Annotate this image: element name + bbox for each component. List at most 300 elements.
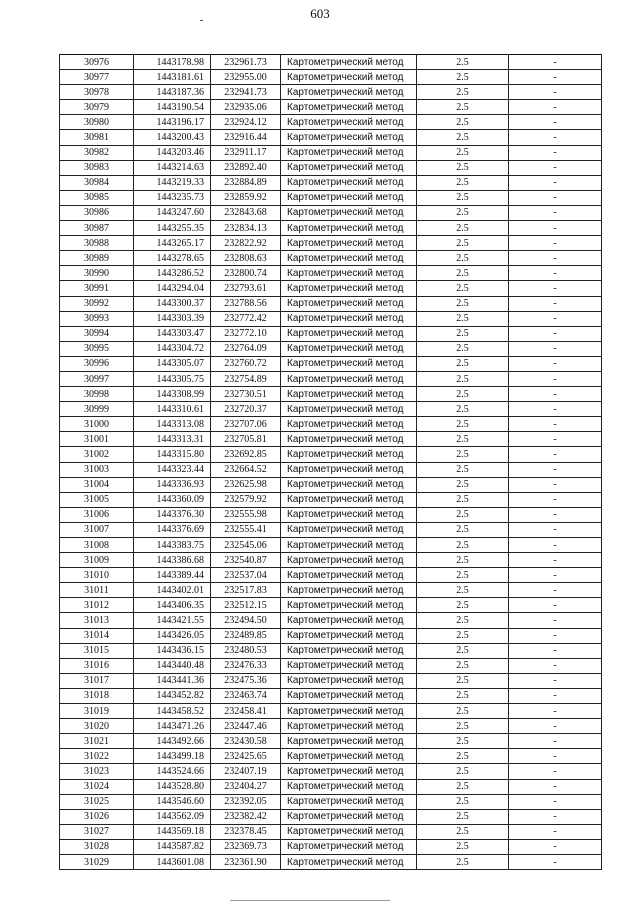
point-number-cell: 31006 (60, 507, 134, 522)
x-coordinate-cell: 1443471.26 (134, 719, 211, 734)
table-row (60, 583, 602, 598)
precision-cell: 2.5 (417, 341, 509, 356)
note-cell: - (509, 281, 602, 296)
point-number-cell: 31000 (60, 417, 134, 432)
method-cell: Картометрический метод (281, 779, 417, 794)
x-coordinate-cell: 1443200.43 (134, 130, 211, 145)
note-cell: - (509, 719, 602, 734)
precision-cell: 2.5 (417, 507, 509, 522)
y-coordinate-cell: 232892.40 (211, 160, 281, 175)
method-cell: Картометрический метод (281, 507, 417, 522)
note-cell: - (509, 538, 602, 553)
table-row (60, 402, 602, 417)
table-row (60, 387, 602, 402)
point-number-cell: 31027 (60, 824, 134, 839)
point-number-cell: 31008 (60, 538, 134, 553)
precision-cell: 2.5 (417, 704, 509, 719)
y-coordinate-cell: 232730.51 (211, 387, 281, 402)
point-number-cell: 30985 (60, 190, 134, 205)
y-coordinate-cell: 232407.19 (211, 764, 281, 779)
precision-cell: 2.5 (417, 462, 509, 477)
y-coordinate-cell: 232924.12 (211, 115, 281, 130)
x-coordinate-cell: 1443214.63 (134, 160, 211, 175)
x-coordinate-cell: 1443336.93 (134, 477, 211, 492)
x-coordinate-cell: 1443190.54 (134, 100, 211, 115)
table-row (60, 643, 602, 658)
x-coordinate-cell: 1443310.61 (134, 402, 211, 417)
precision-cell: 2.5 (417, 553, 509, 568)
x-coordinate-cell: 1443278.65 (134, 251, 211, 266)
point-number-cell: 30993 (60, 311, 134, 326)
x-coordinate-cell: 1443386.68 (134, 553, 211, 568)
method-cell: Картометрический метод (281, 719, 417, 734)
point-number-cell: 30992 (60, 296, 134, 311)
point-number-cell: 31011 (60, 583, 134, 598)
table-row (60, 613, 602, 628)
precision-cell: 2.5 (417, 854, 509, 869)
page-number: 603 (310, 6, 330, 21)
method-cell: Картометрический метод (281, 371, 417, 386)
table-row (60, 115, 602, 130)
point-number-cell: 31026 (60, 809, 134, 824)
method-cell: Картометрический метод (281, 839, 417, 854)
y-coordinate-cell: 232720.37 (211, 402, 281, 417)
x-coordinate-cell: 1443499.18 (134, 749, 211, 764)
point-number-cell: 31024 (60, 779, 134, 794)
table-row (60, 719, 602, 734)
method-cell: Картометрический метод (281, 326, 417, 341)
precision-cell: 2.5 (417, 613, 509, 628)
point-number-cell: 30984 (60, 175, 134, 190)
precision-cell: 2.5 (417, 658, 509, 673)
note-cell: - (509, 432, 602, 447)
y-coordinate-cell: 232916.44 (211, 130, 281, 145)
method-cell: Картометрический метод (281, 553, 417, 568)
x-coordinate-cell: 1443376.69 (134, 522, 211, 537)
x-coordinate-cell: 1443305.07 (134, 356, 211, 371)
method-cell: Картометрический метод (281, 688, 417, 703)
note-cell: - (509, 492, 602, 507)
table-row (60, 794, 602, 809)
y-coordinate-cell: 232911.17 (211, 145, 281, 160)
method-cell: Картометрический метод (281, 281, 417, 296)
x-coordinate-cell: 1443441.36 (134, 673, 211, 688)
point-number-cell: 30983 (60, 160, 134, 175)
table-row (60, 251, 602, 266)
precision-cell: 2.5 (417, 55, 509, 70)
x-coordinate-cell: 1443255.35 (134, 221, 211, 236)
precision-cell: 2.5 (417, 296, 509, 311)
note-cell: - (509, 205, 602, 220)
table-row (60, 628, 602, 643)
point-number-cell: 30991 (60, 281, 134, 296)
note-cell: - (509, 794, 602, 809)
y-coordinate-cell: 232369.73 (211, 839, 281, 854)
note-cell: - (509, 145, 602, 160)
point-number-cell: 31004 (60, 477, 134, 492)
table-row (60, 371, 602, 386)
note-cell: - (509, 522, 602, 537)
precision-cell: 2.5 (417, 85, 509, 100)
method-cell: Картометрический метод (281, 387, 417, 402)
table-row (60, 462, 602, 477)
x-coordinate-cell: 1443305.75 (134, 371, 211, 386)
y-coordinate-cell: 232517.83 (211, 583, 281, 598)
y-coordinate-cell: 232463.74 (211, 688, 281, 703)
note-cell: - (509, 462, 602, 477)
point-number-cell: 31018 (60, 688, 134, 703)
precision-cell: 2.5 (417, 311, 509, 326)
x-coordinate-cell: 1443402.01 (134, 583, 211, 598)
precision-cell: 2.5 (417, 417, 509, 432)
x-coordinate-cell: 1443303.47 (134, 326, 211, 341)
precision-cell: 2.5 (417, 145, 509, 160)
table-row (60, 356, 602, 371)
precision-cell: 2.5 (417, 538, 509, 553)
precision-cell: 2.5 (417, 236, 509, 251)
y-coordinate-cell: 232378.45 (211, 824, 281, 839)
y-coordinate-cell: 232705.81 (211, 432, 281, 447)
table-row (60, 311, 602, 326)
note-cell: - (509, 704, 602, 719)
precision-cell: 2.5 (417, 794, 509, 809)
x-coordinate-cell: 1443562.09 (134, 809, 211, 824)
y-coordinate-cell: 232788.56 (211, 296, 281, 311)
y-coordinate-cell: 232955.00 (211, 70, 281, 85)
scan-edge-line (230, 900, 390, 901)
point-number-cell: 30988 (60, 236, 134, 251)
x-coordinate-cell: 1443247.60 (134, 205, 211, 220)
precision-cell: 2.5 (417, 356, 509, 371)
x-coordinate-cell: 1443360.09 (134, 492, 211, 507)
point-number-cell: 30996 (60, 356, 134, 371)
precision-cell: 2.5 (417, 719, 509, 734)
x-coordinate-cell: 1443406.35 (134, 598, 211, 613)
y-coordinate-cell: 232808.63 (211, 251, 281, 266)
note-cell: - (509, 734, 602, 749)
x-coordinate-cell: 1443313.08 (134, 417, 211, 432)
precision-cell: 2.5 (417, 205, 509, 220)
x-coordinate-cell: 1443601.08 (134, 854, 211, 869)
method-cell: Картометрический метод (281, 613, 417, 628)
note-cell: - (509, 417, 602, 432)
point-number-cell: 30980 (60, 115, 134, 130)
point-number-cell: 31013 (60, 613, 134, 628)
table-row (60, 341, 602, 356)
y-coordinate-cell: 232447.46 (211, 719, 281, 734)
note-cell: - (509, 779, 602, 794)
table-row (60, 809, 602, 824)
point-number-cell: 31010 (60, 568, 134, 583)
precision-cell: 2.5 (417, 447, 509, 462)
table-row (60, 688, 602, 703)
table-row (60, 145, 602, 160)
method-cell: Картометрический метод (281, 462, 417, 477)
note-cell: - (509, 583, 602, 598)
table-row (60, 538, 602, 553)
y-coordinate-cell: 232476.33 (211, 658, 281, 673)
method-cell: Картометрический метод (281, 130, 417, 145)
y-coordinate-cell: 232489.85 (211, 628, 281, 643)
method-cell: Картометрический метод (281, 432, 417, 447)
y-coordinate-cell: 232545.06 (211, 538, 281, 553)
point-number-cell: 31028 (60, 839, 134, 854)
y-coordinate-cell: 232884.89 (211, 175, 281, 190)
y-coordinate-cell: 232537.04 (211, 568, 281, 583)
note-cell: - (509, 507, 602, 522)
y-coordinate-cell: 232425.65 (211, 749, 281, 764)
x-coordinate-cell: 1443323.44 (134, 462, 211, 477)
x-coordinate-cell: 1443458.52 (134, 704, 211, 719)
note-cell: - (509, 402, 602, 417)
precision-cell: 2.5 (417, 779, 509, 794)
method-cell: Картометрический метод (281, 160, 417, 175)
method-cell: Картометрический метод (281, 583, 417, 598)
note-cell: - (509, 598, 602, 613)
point-number-cell: 30976 (60, 55, 134, 70)
method-cell: Картометрический метод (281, 673, 417, 688)
y-coordinate-cell: 232404.27 (211, 779, 281, 794)
x-coordinate-cell: 1443187.36 (134, 85, 211, 100)
note-cell: - (509, 673, 602, 688)
precision-cell: 2.5 (417, 266, 509, 281)
x-coordinate-cell: 1443203.46 (134, 145, 211, 160)
method-cell: Картометрический метод (281, 100, 417, 115)
point-number-cell: 30981 (60, 130, 134, 145)
precision-cell: 2.5 (417, 568, 509, 583)
note-cell: - (509, 160, 602, 175)
note-cell: - (509, 115, 602, 130)
x-coordinate-cell: 1443376.30 (134, 507, 211, 522)
point-number-cell: 30987 (60, 221, 134, 236)
note-cell: - (509, 266, 602, 281)
x-coordinate-cell: 1443181.61 (134, 70, 211, 85)
table-row (60, 824, 602, 839)
note-cell: - (509, 628, 602, 643)
note-cell: - (509, 55, 602, 70)
x-coordinate-cell: 1443436.15 (134, 643, 211, 658)
x-coordinate-cell: 1443219.33 (134, 175, 211, 190)
table-row (60, 296, 602, 311)
point-number-cell: 31019 (60, 704, 134, 719)
precision-cell: 2.5 (417, 70, 509, 85)
precision-cell: 2.5 (417, 673, 509, 688)
method-cell: Картометрический метод (281, 492, 417, 507)
precision-cell: 2.5 (417, 190, 509, 205)
y-coordinate-cell: 232754.89 (211, 371, 281, 386)
x-coordinate-cell: 1443426.05 (134, 628, 211, 643)
table-row (60, 854, 602, 869)
note-cell: - (509, 356, 602, 371)
table-row (60, 779, 602, 794)
point-number-cell: 31005 (60, 492, 134, 507)
point-number-cell: 31001 (60, 432, 134, 447)
y-coordinate-cell: 232941.73 (211, 85, 281, 100)
precision-cell: 2.5 (417, 749, 509, 764)
table-row (60, 100, 602, 115)
scan-mark (200, 20, 203, 21)
y-coordinate-cell: 232692.85 (211, 447, 281, 462)
note-cell: - (509, 477, 602, 492)
note-cell: - (509, 764, 602, 779)
precision-cell: 2.5 (417, 583, 509, 598)
method-cell: Картометрический метод (281, 55, 417, 70)
note-cell: - (509, 70, 602, 85)
note-cell: - (509, 839, 602, 854)
note-cell: - (509, 190, 602, 205)
x-coordinate-cell: 1443308.99 (134, 387, 211, 402)
point-number-cell: 30986 (60, 205, 134, 220)
method-cell: Картометрический метод (281, 221, 417, 236)
precision-cell: 2.5 (417, 175, 509, 190)
x-coordinate-cell: 1443303.39 (134, 311, 211, 326)
method-cell: Картометрический метод (281, 598, 417, 613)
method-cell: Картометрический метод (281, 643, 417, 658)
y-coordinate-cell: 232764.09 (211, 341, 281, 356)
note-cell: - (509, 100, 602, 115)
table-row (60, 734, 602, 749)
y-coordinate-cell: 232935.06 (211, 100, 281, 115)
table-row (60, 839, 602, 854)
x-coordinate-cell: 1443452.82 (134, 688, 211, 703)
point-number-cell: 31021 (60, 734, 134, 749)
method-cell: Картометрический метод (281, 734, 417, 749)
note-cell: - (509, 553, 602, 568)
precision-cell: 2.5 (417, 402, 509, 417)
precision-cell: 2.5 (417, 115, 509, 130)
note-cell: - (509, 688, 602, 703)
point-number-cell: 31020 (60, 719, 134, 734)
precision-cell: 2.5 (417, 764, 509, 779)
x-coordinate-cell: 1443294.04 (134, 281, 211, 296)
method-cell: Картометрический метод (281, 115, 417, 130)
table-row (60, 205, 602, 220)
precision-cell: 2.5 (417, 221, 509, 236)
point-number-cell: 30979 (60, 100, 134, 115)
table-row (60, 221, 602, 236)
precision-cell: 2.5 (417, 130, 509, 145)
point-number-cell: 31012 (60, 598, 134, 613)
point-number-cell: 30978 (60, 85, 134, 100)
x-coordinate-cell: 1443440.48 (134, 658, 211, 673)
precision-cell: 2.5 (417, 371, 509, 386)
y-coordinate-cell: 232494.50 (211, 613, 281, 628)
note-cell: - (509, 236, 602, 251)
note-cell: - (509, 311, 602, 326)
x-coordinate-cell: 1443313.31 (134, 432, 211, 447)
table-row (60, 568, 602, 583)
table-row (60, 477, 602, 492)
table-row (60, 507, 602, 522)
x-coordinate-cell: 1443524.66 (134, 764, 211, 779)
method-cell: Картометрический метод (281, 266, 417, 281)
x-coordinate-cell: 1443546.60 (134, 794, 211, 809)
table-row (60, 266, 602, 281)
method-cell: Картометрический метод (281, 70, 417, 85)
method-cell: Картометрический метод (281, 251, 417, 266)
precision-cell: 2.5 (417, 387, 509, 402)
y-coordinate-cell: 232475.36 (211, 673, 281, 688)
point-number-cell: 31017 (60, 673, 134, 688)
method-cell: Картометрический метод (281, 538, 417, 553)
y-coordinate-cell: 232512.15 (211, 598, 281, 613)
method-cell: Картометрический метод (281, 658, 417, 673)
x-coordinate-cell: 1443587.82 (134, 839, 211, 854)
method-cell: Картометрический метод (281, 145, 417, 160)
x-coordinate-cell: 1443265.17 (134, 236, 211, 251)
x-coordinate-cell: 1443196.17 (134, 115, 211, 130)
table-row (60, 175, 602, 190)
precision-cell: 2.5 (417, 522, 509, 537)
y-coordinate-cell: 232760.72 (211, 356, 281, 371)
note-cell: - (509, 387, 602, 402)
table-row (60, 492, 602, 507)
y-coordinate-cell: 232480.53 (211, 643, 281, 658)
y-coordinate-cell: 232664.52 (211, 462, 281, 477)
method-cell: Картометрический метод (281, 402, 417, 417)
note-cell: - (509, 854, 602, 869)
table-row (60, 658, 602, 673)
method-cell: Картометрический метод (281, 522, 417, 537)
x-coordinate-cell: 1443235.73 (134, 190, 211, 205)
note-cell: - (509, 251, 602, 266)
table-row (60, 190, 602, 205)
y-coordinate-cell: 232707.06 (211, 417, 281, 432)
method-cell: Картометрический метод (281, 236, 417, 251)
table-row (60, 55, 602, 70)
point-number-cell: 30977 (60, 70, 134, 85)
precision-cell: 2.5 (417, 251, 509, 266)
x-coordinate-cell: 1443315.80 (134, 447, 211, 462)
x-coordinate-cell: 1443421.55 (134, 613, 211, 628)
point-number-cell: 30998 (60, 387, 134, 402)
x-coordinate-cell: 1443569.18 (134, 824, 211, 839)
y-coordinate-cell: 232430.58 (211, 734, 281, 749)
precision-cell: 2.5 (417, 160, 509, 175)
table-row (60, 673, 602, 688)
note-cell: - (509, 296, 602, 311)
method-cell: Картометрический метод (281, 85, 417, 100)
note-cell: - (509, 749, 602, 764)
point-number-cell: 31002 (60, 447, 134, 462)
method-cell: Картометрический метод (281, 296, 417, 311)
y-coordinate-cell: 232793.61 (211, 281, 281, 296)
table-row (60, 447, 602, 462)
point-number-cell: 31022 (60, 749, 134, 764)
y-coordinate-cell: 232555.41 (211, 522, 281, 537)
precision-cell: 2.5 (417, 809, 509, 824)
y-coordinate-cell: 232540.87 (211, 553, 281, 568)
x-coordinate-cell: 1443492.66 (134, 734, 211, 749)
method-cell: Картометрический метод (281, 749, 417, 764)
precision-cell: 2.5 (417, 688, 509, 703)
coordinates-table (59, 54, 602, 870)
table-row (60, 326, 602, 341)
note-cell: - (509, 643, 602, 658)
y-coordinate-cell: 232392.05 (211, 794, 281, 809)
method-cell: Картометрический метод (281, 628, 417, 643)
table-row (60, 764, 602, 779)
table-row (60, 160, 602, 175)
note-cell: - (509, 175, 602, 190)
method-cell: Картометрический метод (281, 824, 417, 839)
note-cell: - (509, 341, 602, 356)
y-coordinate-cell: 232772.42 (211, 311, 281, 326)
table-row (60, 598, 602, 613)
point-number-cell: 31009 (60, 553, 134, 568)
y-coordinate-cell: 232772.10 (211, 326, 281, 341)
table-row (60, 553, 602, 568)
